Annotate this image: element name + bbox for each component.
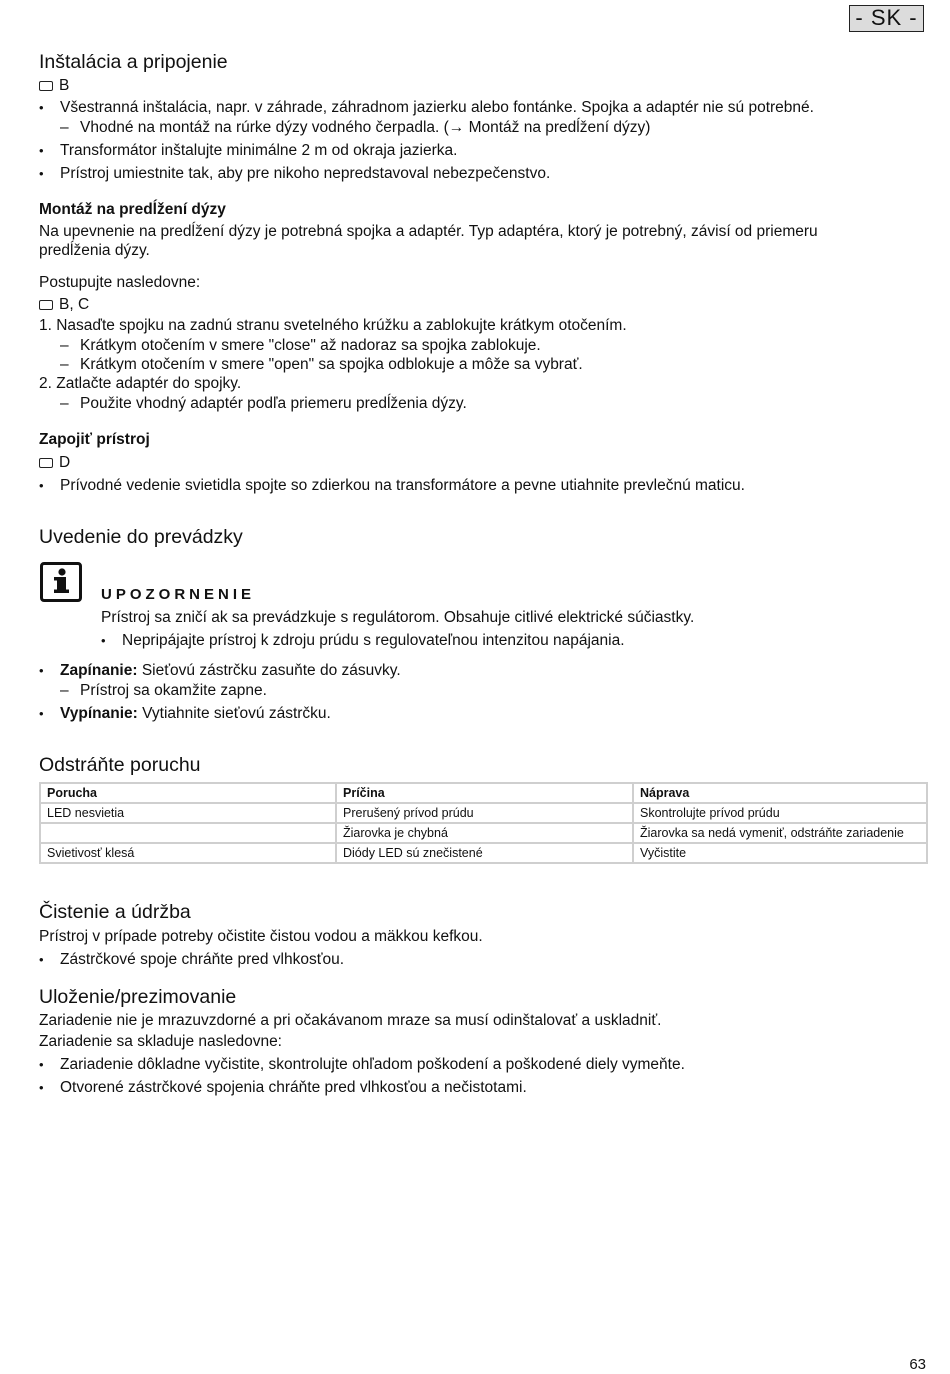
table-cell <box>40 823 336 843</box>
table-cell: Žiarovka je chybná <box>336 823 633 843</box>
list-item: • Nepripájajte prístroj k zdroju prúdu s regulovateľnou intenzitou napájania. <box>101 631 881 650</box>
list-item: • Zariadenie dôkladne vyčistite, skontrolujte ohľadom poškodení a poškodené diely vymeňte. <box>39 1055 899 1074</box>
sub-item-text: Krátkym otočením v smere "open" sa spojka odblokuje a môže sa vybrať. <box>80 356 583 373</box>
step-item: 1. Nasaďte spojku na zadnú stranu svetelného krúžku a zablokujte krátkym otočením. <box>39 317 627 334</box>
paragraph: Na upevnenie na predĺžení dýzy je potrebná spojka a adaptér. Typ adaptéra, ktorý je potrebný, závisí od priemeru <box>39 223 818 240</box>
switch-off-label: Vypínanie: <box>60 705 138 722</box>
table-cell: Prerušený prívod prúdu <box>336 803 633 823</box>
subsection-title-mount: Montáž na predĺžení dýzy <box>39 201 226 218</box>
list-item: • Prístroj umiestnite tak, aby pre nikoho nepredstavoval nebezpečenstvo. <box>39 164 899 183</box>
figure-ref-label: B, C <box>59 296 90 313</box>
figure-reference <box>39 453 70 472</box>
language-badge: - SK - <box>849 5 924 32</box>
section-title-fault: Odstráňte poruchu <box>39 754 201 776</box>
figure-ref-label: D <box>59 454 71 471</box>
figure-reference <box>39 76 69 95</box>
sub-item: – Vhodné na montáž na rúrke dýzy vodného čerpadla. (→ Montáž na predĺžení dýzy) <box>60 119 651 136</box>
sub-item-text: Použite vhodný adaptér podľa priemeru predĺženia dýzy. <box>80 395 467 412</box>
sub-item-text: Krátkym otočením v smere "close" až nadoraz sa spojka zablokuje. <box>80 337 541 354</box>
list-item: • Otvorené zástrčkové spojenia chráňte pred vlhkosťou a nečistotami. <box>39 1078 899 1097</box>
table-cell: Vyčistite <box>633 843 927 863</box>
table-row <box>40 823 927 843</box>
sub-item: – Krátkym otočením v smere "close" až nadoraz sa spojka zablokuje. <box>60 337 541 354</box>
paragraph: predĺženia dýzy. <box>39 242 150 259</box>
info-icon <box>40 562 82 602</box>
section-title-installation: Inštalácia a pripojenie <box>39 51 228 73</box>
subsection-title-connect: Zapojiť prístroj <box>39 431 150 448</box>
sub-item: – Použite vhodný adaptér podľa priemeru predĺženia dýzy. <box>60 395 467 412</box>
paragraph: Prístroj v prípade potreby očistite čistou vodou a mäkkou kefkou. <box>39 928 483 945</box>
page-number: 63 <box>909 1356 926 1373</box>
table-cell: Žiarovka sa nedá vymeniť, odstráňte zariadenie <box>633 823 927 843</box>
sub-item-text: Prístroj sa okamžite zapne. <box>80 682 267 699</box>
table-cell: Diódy LED sú znečistené <box>336 843 633 863</box>
figure-icon <box>39 300 53 310</box>
list-item: • Všestranná inštalácia, napr. v záhrade, záhradnom jazierku alebo fontánke. Spojka a adaptér nie sú potrebné. <box>39 98 899 117</box>
paragraph: Zariadenie nie je mrazuvzdorné a pri očakávanom mraze sa musí odinštalovať a uskladniť. <box>39 1012 662 1029</box>
step-item: 2. Zatlačte adaptér do spojky. <box>39 375 242 392</box>
paragraph: Postupujte nasledovne: <box>39 274 201 291</box>
figure-icon <box>39 81 53 91</box>
list-item: • Zástrčkové spoje chráňte pred vlhkosťou. <box>39 950 899 969</box>
switch-on-label: Zapínanie: <box>60 662 138 679</box>
warning-text: Prístroj sa zničí ak sa prevádzkuje s regulátorom. Obsahuje citlivé elektrické súčiastky. <box>101 609 695 626</box>
table-row <box>40 843 927 863</box>
figure-ref-label: B <box>59 77 70 94</box>
table-header-row <box>40 783 927 803</box>
table-cell: Svietivosť klesá <box>40 843 336 863</box>
section-title-storage: Uloženie/prezimovanie <box>39 986 237 1008</box>
table-cell: Skontrolujte prívod prúdu <box>633 803 927 823</box>
table-cell: LED nesvietia <box>40 803 336 823</box>
switch-on-text: Sieťovú zástrčku zasuňte do zásuvky. <box>137 662 401 679</box>
table-row <box>40 803 927 823</box>
sub-item-text: Vhodné na montáž na rúrke dýzy vodného čerpadla. (→ Montáž na predĺžení dýzy) <box>80 119 651 136</box>
table-header: Príčina <box>336 783 633 803</box>
warning-title: UPOZORNENIE <box>101 586 256 603</box>
sub-item: – Krátkym otočením v smere "open" sa spojka odblokuje a môže sa vybrať. <box>60 356 583 373</box>
list-item <box>39 661 899 680</box>
list-item: • Transformátor inštalujte minimálne 2 m od okraja jazierka. <box>39 141 899 160</box>
sub-item: – Prístroj sa okamžite zapne. <box>60 682 267 699</box>
table-header: Náprava <box>633 783 927 803</box>
list-item: • Prívodné vedenie svietidla spojte so zdierkou na transformátore a pevne utiahnite prevlečnú maticu. <box>39 476 899 495</box>
fault-table <box>39 782 928 864</box>
figure-reference <box>39 295 89 314</box>
paragraph: Zariadenie sa skladuje nasledovne: <box>39 1033 282 1050</box>
section-title-cleaning: Čistenie a údržba <box>39 901 191 923</box>
switch-off-text: Vytiahnite sieťovú zástrčku. <box>137 705 331 722</box>
list-item <box>39 704 899 723</box>
section-title-startup: Uvedenie do prevádzky <box>39 526 243 548</box>
figure-icon <box>39 458 53 468</box>
table-header: Porucha <box>40 783 336 803</box>
